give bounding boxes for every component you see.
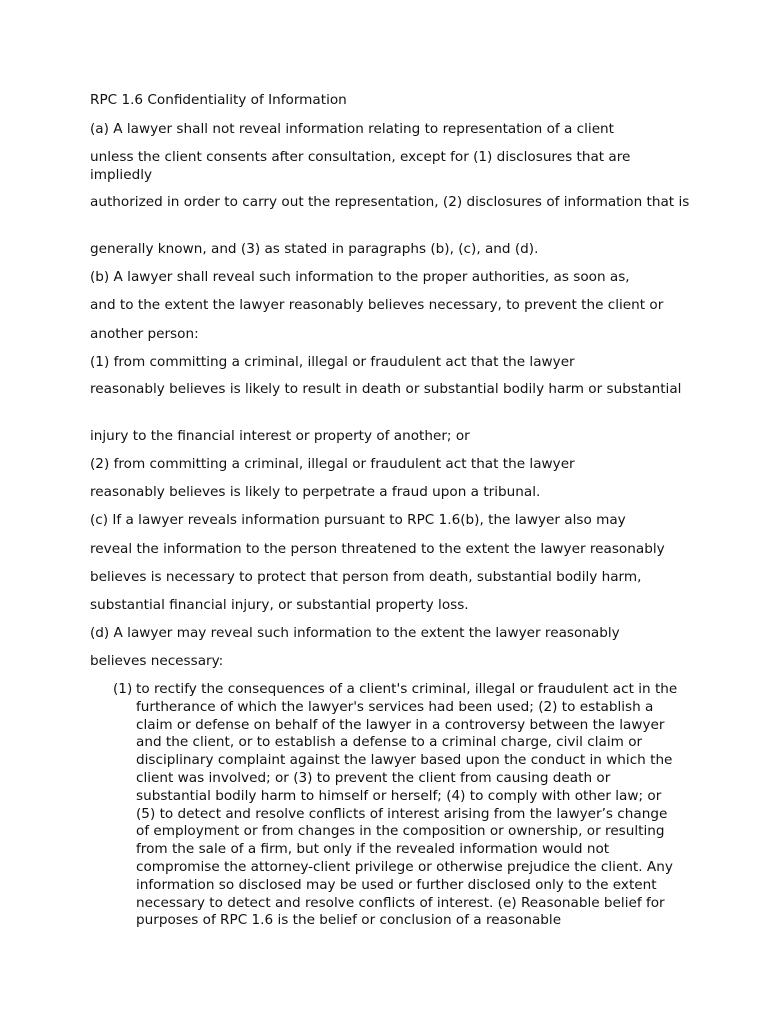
list-item (113, 681, 683, 930)
paragraph-line: believes necessary: (90, 653, 224, 669)
paragraph-line: (c) If a lawyer reveals information pursuant to RPC 1.6(b), the lawyer also may (90, 512, 626, 528)
paragraph-line: substantial financial injury, or substantial property loss. (90, 597, 469, 613)
paragraph-line: unless the client consents after consultation, except for (1) disclosures that are impliedly (90, 149, 631, 183)
paragraph-line: (b) A lawyer shall reveal such information to the proper authorities, as soon as, (90, 269, 630, 285)
paragraph-line: (1) from committing a criminal, illegal or fraudulent act that the lawyer (90, 354, 575, 370)
list-item-text: to rectify the consequences of a client's criminal, illegal or fraudulent act in the furtherance of which the lawyer's services had been used; (2) to establish a claim or defense on behalf of the lawyer in a controversy between the lawyer and the client, or to establish a defense to a criminal charge, civil claim or disciplinary complaint against the lawyer based upon the conduct in which the client was involved; or (3) to prevent the client from causing death or substantial bodily harm to himself or herself; (4) to comply with other law; or (5) to detect and resolve conflicts of interest arising from the lawyer’s change of employment or from changes in the composition or ownership, or resulting from the sale of a firm, but only if the revealed information would not compromise the attorney-client privilege or otherwise prejudice the client. Any information so disclosed may be used or further disclosed only to the extent necessary to detect and resolve conflicts of interest. (e) Reasonable belief for purposes of RPC 1.6 is the belief or conclusion of a reasonable (136, 681, 678, 929)
paragraph-line: reveal the information to the person threatened to the extent the lawyer reasonably (90, 541, 665, 557)
paragraph-line: another person: (90, 326, 199, 342)
paragraph-line: authorized in order to carry out the representation, (2) disclosures of information that is (90, 194, 690, 210)
paragraph-line: injury to the financial interest or property of another; or (90, 428, 470, 444)
paragraph-line: reasonably believes is likely to result in death or substantial bodily harm or substantial (90, 381, 682, 397)
document-title: RPC 1.6 Confidentiality of Information (90, 92, 347, 108)
paragraph-line: and to the extent the lawyer reasonably believes necessary, to prevent the client or (90, 297, 664, 313)
paragraph-line: (d) A lawyer may reveal such information to the extent the lawyer reasonably (90, 625, 620, 641)
list-item-number: (1) (113, 681, 133, 697)
paragraph-line: believes is necessary to protect that person from death, substantial bodily harm, (90, 569, 642, 585)
paragraph-line: generally known, and (3) as stated in paragraphs (b), (c), and (d). (90, 241, 539, 257)
paragraph-line: (a) A lawyer shall not reveal information relating to representation of a client (90, 121, 615, 137)
paragraph-line: reasonably believes is likely to perpetrate a fraud upon a tribunal. (90, 484, 541, 500)
paragraph-line: (2) from committing a criminal, illegal or fraudulent act that the lawyer (90, 456, 575, 472)
